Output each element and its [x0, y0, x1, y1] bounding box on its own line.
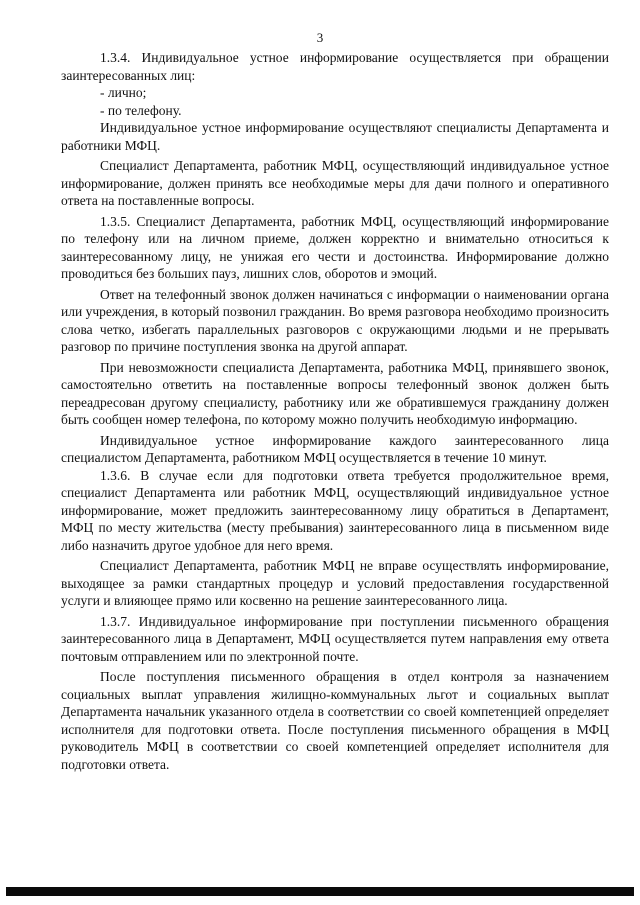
page-number: 3 — [316, 30, 324, 45]
scan-edge-bar — [6, 887, 634, 896]
paragraph-call-redirect: При невозможности специалиста Департамента, работника МФЦ, принявшего звонок, самостоятельно ответить на поставленные вопросы телефонный звонок должен быть переадресован другому специалисту, работнику или же обратившемуся гражданину должен быть сообщен номер телефона, по которому можно получить необходимую информацию. — [61, 359, 609, 427]
paragraph-duration: Индивидуальное устное информирование каждого заинтересованного лица специалистом Департамента, работником МФЦ осуществляется в течение 10 минут. — [61, 432, 609, 465]
paragraph-written-request: После поступления письменного обращения в отдел контроля за назначением социальных выплат управления жилищно-коммунальных льгот и социальных выплат Департамента начальник указанного отдела в соответствии со своей компетенцией определяет исполнителя для подготовки ответа. После поступления письменного обращения в МФЦ руководитель МФЦ в соответствии со своей компетенцией определяет исполнителя для подготовки ответа. — [61, 669, 609, 772]
paragraph-limits: Специалист Департамента, работник МФЦ не вправе осуществлять информирование, выходящее за рамки стандартных процедур и условий предоставления государственной услуги и влияющее прямо или косвенно на решение заинтересованного лица. — [61, 558, 609, 608]
document-body — [61, 49, 609, 773]
paragraph-1-3-4: 1.3.4. Индивидуальное устное информирование осуществляется при обращении заинтересованных лиц: — [61, 50, 609, 83]
paragraph-phone-answer: Ответ на телефонный звонок должен начинаться с информации о наименовании органа или учреждения, в который позвонил гражданин. Во время разговора необходимо произносить слова четко, избегать параллельных разговоров с окружающими людьми и не прерывать разговор по причине поступления звонка на другой аппарат. — [61, 286, 609, 354]
paragraph-1-3-7: 1.3.7. Индивидуальное информирование при поступлении письменного обращения заинтересованного лица в Департамент, МФЦ осуществляется путем направления ему ответа почтовым отправлением или по электронной почте. — [61, 613, 609, 664]
list-item-in-person: - лично; — [100, 85, 147, 100]
paragraph-1-3-6: 1.3.6. В случае если для подготовки ответа требуется продолжительное время, специалист Департамента или работник МФЦ, осуществляющий индивидуальное устное информирование, может предложить заинтересованному лицу обратиться в Департамент, МФЦ по месту жительства (месту пребывания) заинтересованного лица в письменном виде либо назначить другое удобное для него время. — [61, 467, 609, 553]
paragraph-informants: Индивидуальное устное информирование осуществляют специалисты Департамента и работники МФЦ. — [61, 120, 609, 153]
list-item-by-phone: - по телефону. — [100, 102, 182, 118]
paragraph-1-3-5: 1.3.5. Специалист Департамента, работник МФЦ, осуществляющий информирование по телефону или на личном приеме, должен корректно и внимательно относиться к заинтересованному лицу, не унижая его чести и достоинства. Информирование должно проводиться без больших пауз, лишних слов, оборотов и эмоций. — [61, 213, 609, 281]
paragraph-measures: Специалист Департамента, работник МФЦ, осуществляющий индивидуальное устное информирование, должен принять все необходимые меры для дачи полного и оперативного ответа на поставленные вопросы. — [61, 158, 609, 208]
